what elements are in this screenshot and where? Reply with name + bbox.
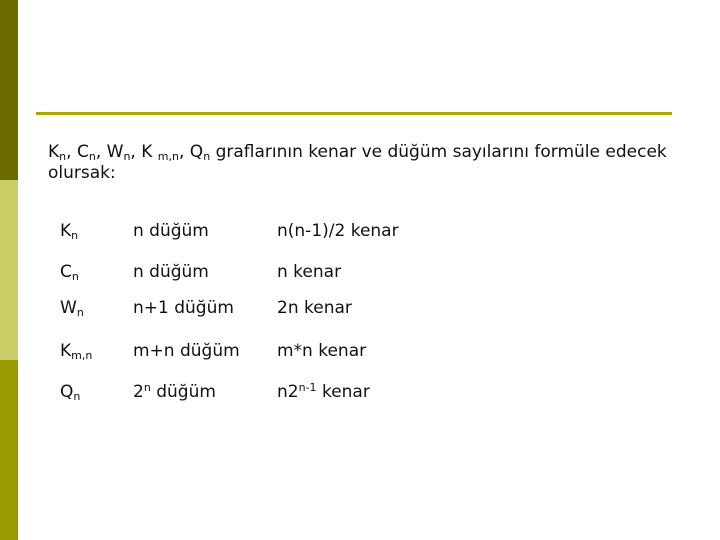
graph-name: $K_n$ <box>60 221 79 242</box>
node-count: n düğüm <box>133 262 209 282</box>
edge-count: n(n-1)/2 kenar <box>277 221 399 241</box>
intro-k: $K_n$ <box>48 142 67 163</box>
graph-name: $C_n$ <box>60 262 79 283</box>
edge-count: n kenar <box>277 262 342 282</box>
edge-count: n2$^{n-1}$ kenar <box>277 381 370 402</box>
graph-name: $K_{m,n}$ <box>60 341 93 362</box>
node-count: m+n düğüm <box>133 341 240 361</box>
intro-rest: graflarının kenar ve düğüm sayılarını formüle edecek olursak: <box>48 142 667 183</box>
graph-name: $W_n$ <box>60 298 84 319</box>
table-row-qn <box>0 382 720 408</box>
table-row-wn <box>0 298 720 324</box>
node-count: n düğüm <box>133 221 209 241</box>
node-count: 2$^n$ düğüm <box>133 381 216 402</box>
sidebar-stripe-top <box>0 0 18 180</box>
edge-count: m*n kenar <box>277 341 367 361</box>
intro-c: $C_n$ <box>76 142 96 163</box>
title-rule <box>36 112 672 115</box>
node-count: n+1 düğüm <box>133 298 234 318</box>
intro-q: $Q_n$ <box>189 142 211 163</box>
edge-count: 2n kenar <box>277 298 352 318</box>
table-row-kn <box>0 221 720 247</box>
intro-text: $K_n$, $C_n$, $W_n$, K $_{m,n}$, $Q_n$ graflarının kenar ve düğüm sayılarını formüle edecek olursak: <box>48 142 667 183</box>
table-row-cn <box>0 262 720 288</box>
intro-w: $W_n$ <box>106 142 131 163</box>
intro-kmn: K $_{m,n}$ <box>141 142 179 163</box>
table-row-kmn <box>0 341 720 367</box>
graph-name: $Q_n$ <box>60 382 81 403</box>
